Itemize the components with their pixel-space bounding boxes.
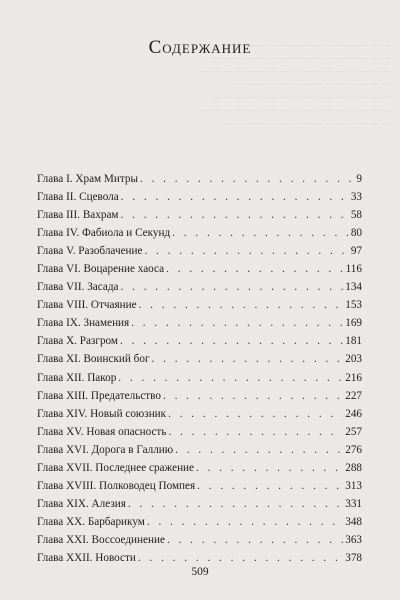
chapter-page-number: 169 [345,317,362,330]
leader-dots [131,317,343,329]
chapter-page-number: 134 [345,281,362,294]
chapter-page-number: 80 [350,227,362,240]
chapter-page-number: 313 [345,479,362,492]
leader-dots [166,263,343,275]
chapter-page-number: 276 [345,443,362,456]
leader-dots [121,281,344,293]
leader-dots [163,390,343,402]
chapter-title: Глава XII. Пакор [37,371,117,384]
toc-entry[interactable] [37,408,362,426]
chapter-page-number: 348 [345,515,362,528]
leader-dots [147,516,343,528]
chapter-page-number: 181 [345,335,362,348]
chapter-title: Глава XX. Барбарикум [37,515,145,528]
leader-dots [168,426,343,438]
toc-entry[interactable] [37,245,362,263]
toc-entry[interactable] [37,299,362,317]
leader-dots [139,299,344,311]
chapter-page-number: 227 [345,389,362,402]
chapter-page-number: 288 [345,461,362,474]
leader-dots [172,227,349,239]
toc-entry[interactable] [37,426,362,444]
chapter-title: Глава VIII. Отчаяние [37,299,137,312]
leader-dots [144,245,348,257]
chapter-title: Глава XVII. Последнее сражение [37,461,195,474]
toc-entry[interactable] [37,191,362,209]
chapter-page-number: 246 [345,407,362,420]
chapter-title: Глава XIII. Предательство [37,389,161,402]
chapter-title: Глава XV. Новая опасность [37,425,167,438]
chapter-title: Глава IV. Фабиола и Секунд [37,227,171,240]
leader-dots [196,462,343,474]
toc-entry[interactable] [37,480,362,498]
leader-dots [128,498,343,510]
leader-dots [121,209,349,221]
chapter-title: Глава XI. Воинский бог [37,353,150,366]
leader-dots [167,534,343,546]
chapter-title: Глава X. Разгром [37,335,118,348]
chapter-title: Глава III. Вахрам [37,209,119,222]
chapter-title: Глава V. Разоблачение [37,245,143,258]
leader-dots [120,335,343,347]
chapter-title: Глава XIV. Новый союзник [37,407,167,420]
toc-entry[interactable] [37,173,362,191]
toc-entry[interactable] [37,317,362,335]
chapter-title: Глава VII. Засада [37,281,119,294]
toc-entry[interactable] [37,353,362,371]
chapter-title: Глава XXII. Новости [37,551,136,564]
leader-dots [140,173,354,185]
chapter-title: Глава II. Сцевола [37,191,119,204]
chapter-page-number: 216 [345,371,362,384]
chapter-title: Глава I. Храм Митры [37,173,138,185]
chapter-title: Глава XVI. Дорога в Галлию [37,443,174,456]
toc-entry[interactable] [37,498,362,516]
chapter-title: Глава XVIII. Полководец Помпея [37,479,196,492]
toc-entry[interactable] [37,335,362,353]
leader-dots [152,353,344,365]
show-through-text: — — — — — — — — — — — — — — — — — — — — — — — — — — — — — — — — — — — — — — — — — — — — — — — — — — — — — — — — — — — — — — — — — — — — — — — — — — — — — — — — — — — — — — — — — — — — — — — — — — — — — — — — — — — — — — — — [201,40,390,128]
toc-entry[interactable] [37,281,362,299]
chapter-title: Глава VI. Воцарение хаоса [37,263,165,276]
chapter-page-number: 257 [345,425,362,438]
chapter-page-number: 203 [345,353,362,366]
chapter-page-number: 153 [345,299,362,312]
leader-dots [121,191,349,203]
toc-entry[interactable] [37,516,362,534]
toc-entry[interactable] [37,390,362,408]
chapter-title: Глава XXI. Воссоединение [37,533,165,546]
chapter-title: Глава XIX. Алезия [37,497,126,510]
page-number: 509 [191,566,209,578]
toc-entry[interactable] [37,372,362,390]
chapter-page-number: 58 [350,209,362,222]
toc-entry[interactable] [37,534,362,552]
leader-dots [197,480,343,492]
chapter-page-number: 363 [345,533,362,546]
chapter-page-number: 331 [345,497,362,510]
chapter-page-number: 9 [356,173,362,185]
leader-dots [118,372,343,384]
toc-entry[interactable] [37,263,362,281]
chapter-page-number: 378 [345,551,362,564]
chapter-page-number: 97 [350,245,362,258]
toc-entry[interactable] [37,444,362,462]
toc-entry[interactable] [37,462,362,480]
leader-dots [138,552,343,564]
leader-dots [175,444,343,456]
chapter-title: Глава IX. Знамения [37,317,130,330]
toc-entry[interactable] [37,227,362,245]
leader-dots [168,408,343,420]
chapter-page-number: 116 [345,263,362,276]
chapter-page-number: 33 [350,191,362,204]
page-title: Содержание [148,37,252,58]
toc-entry[interactable] [37,209,362,227]
table-of-contents [37,173,362,570]
